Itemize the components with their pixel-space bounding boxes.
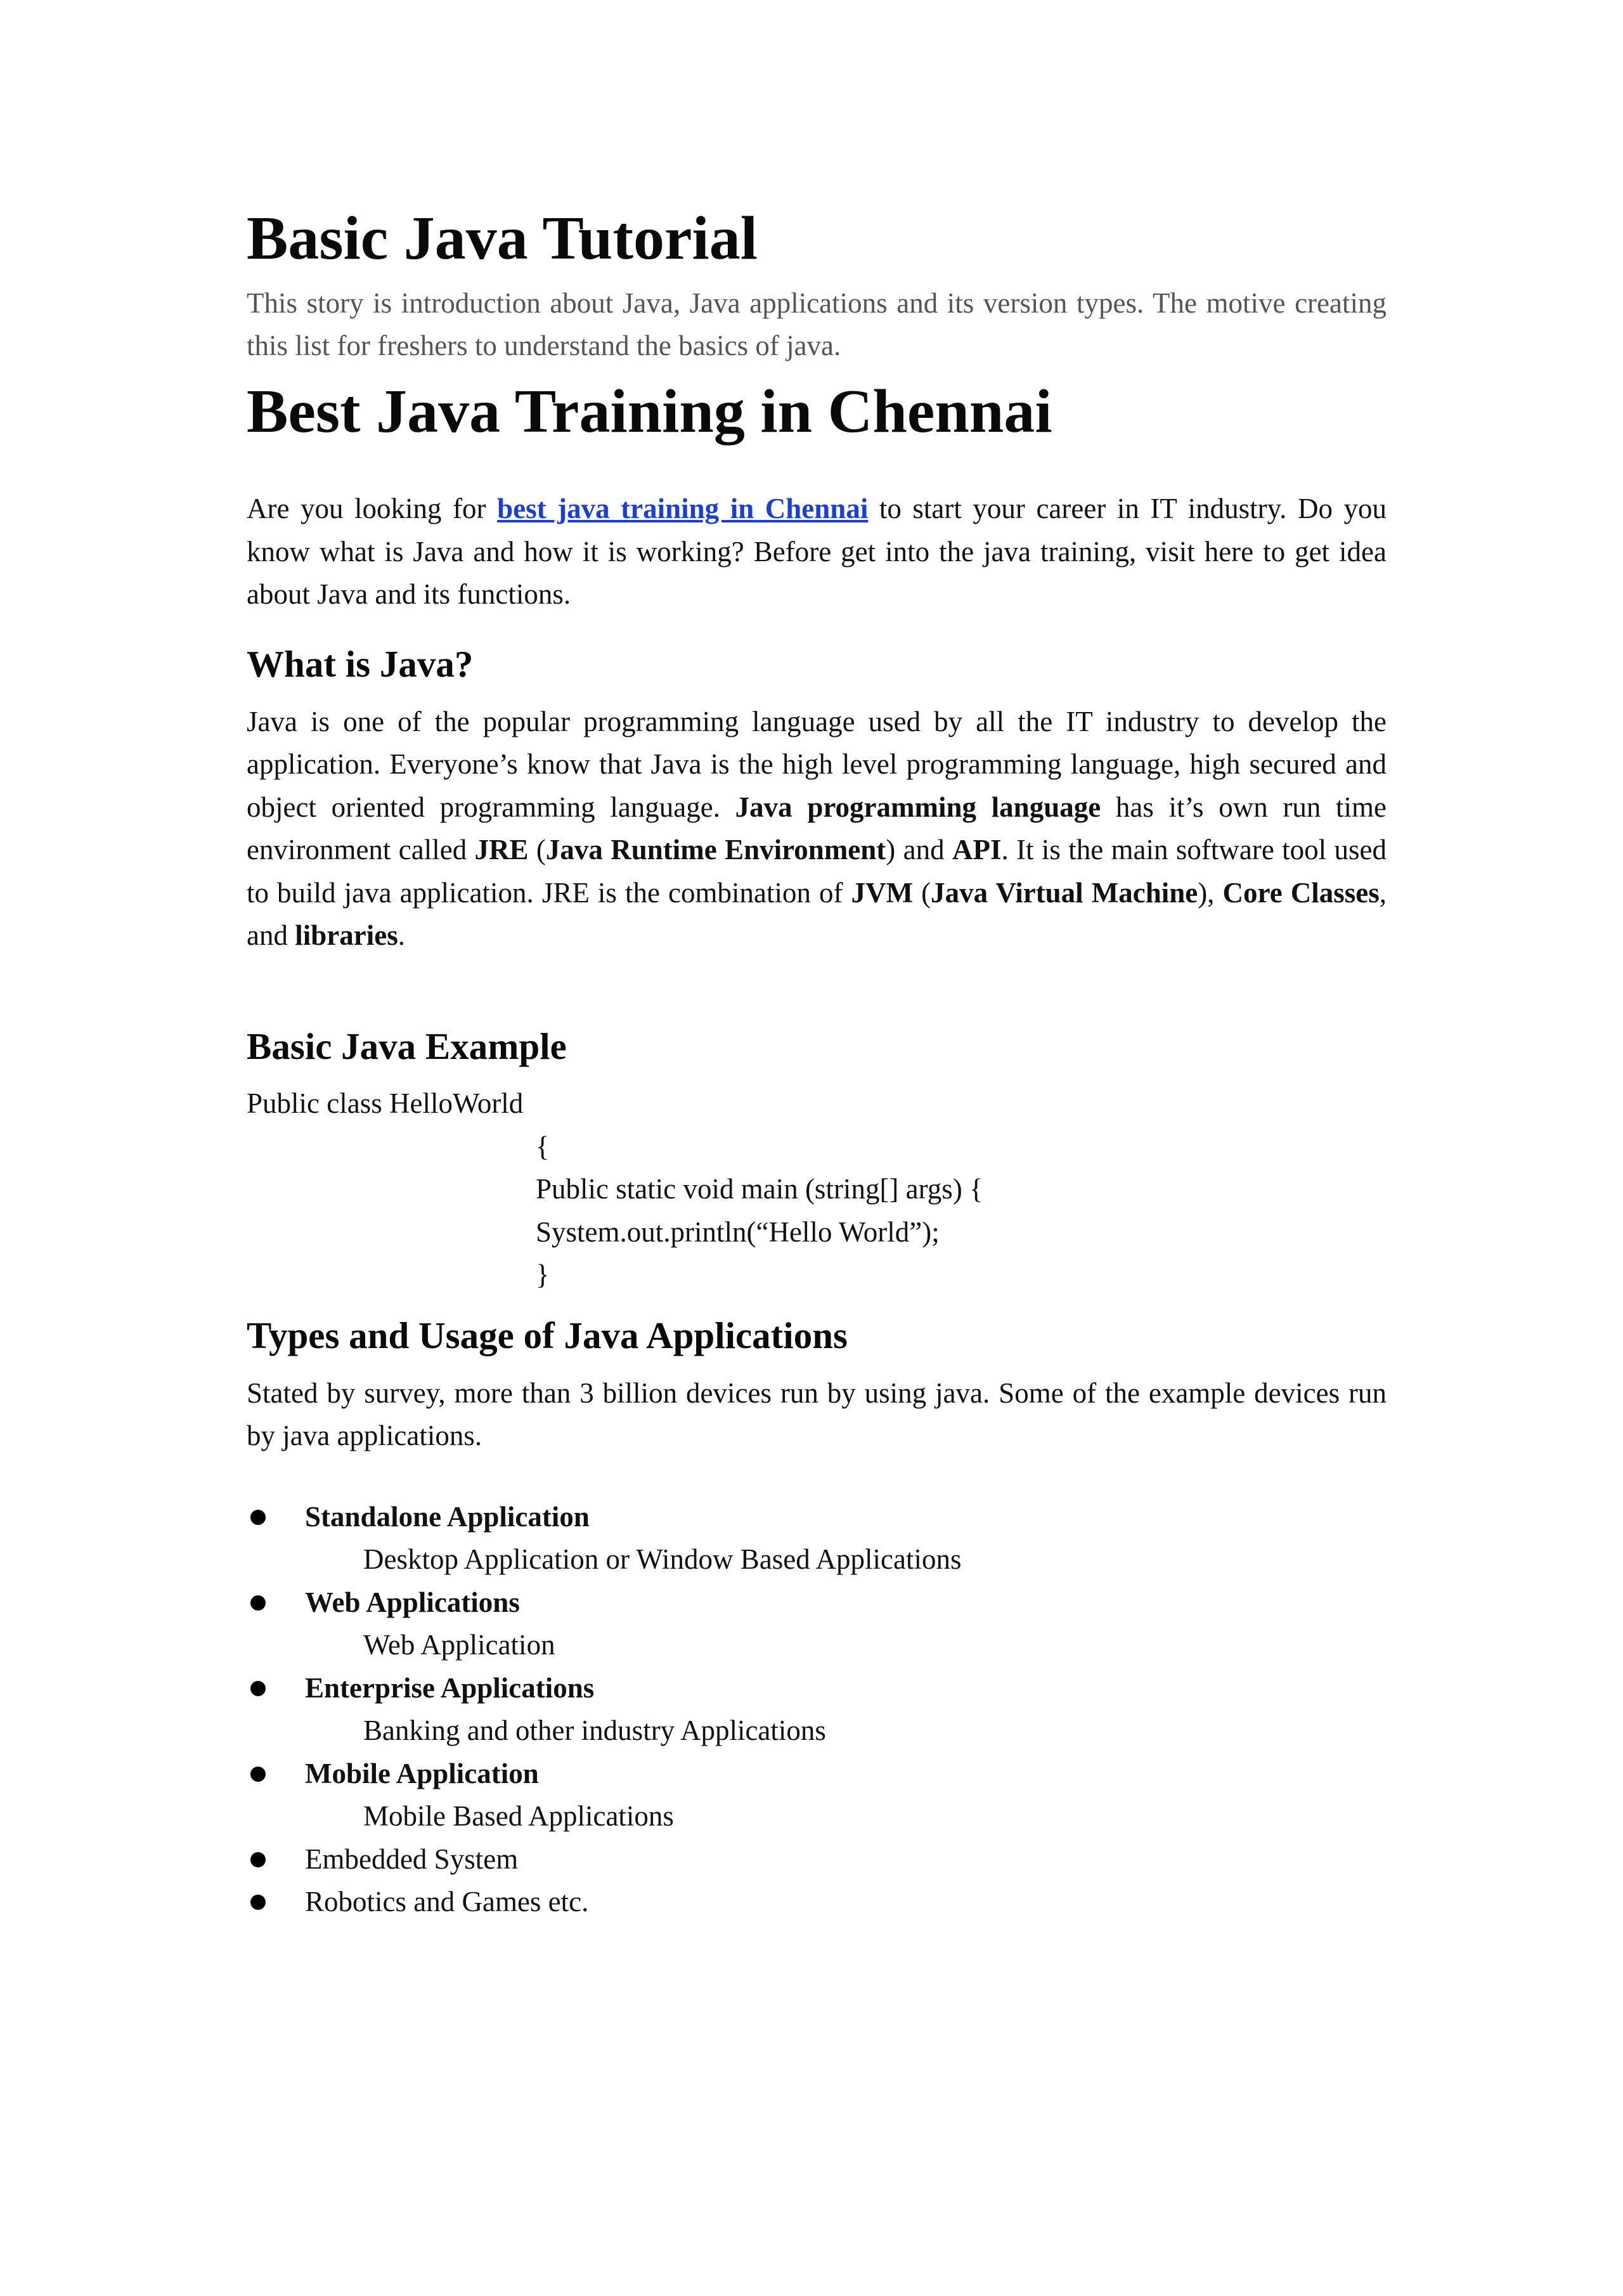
code-line: { — [536, 1130, 550, 1162]
paragraph-text: ( — [528, 834, 546, 866]
paragraph-text: has it’s own run time environment called — [247, 791, 1387, 866]
list-item-description: Mobile Based Applications — [363, 1800, 674, 1832]
list-item — [247, 1838, 1387, 1881]
list-item-description: Web Application — [363, 1629, 555, 1661]
list-item-description: Banking and other industry Applications — [363, 1715, 826, 1747]
paragraph-text: Java is one of the popular programming language used by all the IT industry to develop the application. Everyone’s know that Java is the high level programming language, high secured and object oriented programming language. — [247, 705, 1387, 823]
list-item-title: Robotics and Games etc. — [305, 1886, 589, 1918]
bold-term: API — [952, 834, 1002, 866]
document-page — [247, 203, 1387, 1924]
list-item — [247, 1881, 1387, 1924]
list-item — [247, 1496, 1387, 1581]
heading-basic-example: Basic Java Example — [247, 1025, 567, 1067]
heading-what-is-java: What is Java? — [247, 642, 474, 685]
types-intro-paragraph: Stated by survey, more than 3 billion devices run by using java. Some of the example devices run by java applications. — [247, 1377, 1387, 1452]
list-item-title: Enterprise Applications — [305, 1671, 595, 1704]
code-line: Public static void main (string[] args) { — [536, 1173, 983, 1205]
bold-term: JVM — [851, 876, 914, 909]
bullet-icon — [250, 1510, 266, 1525]
list-item-title: Mobile Application — [305, 1757, 539, 1789]
code-line: Public class HelloWorld — [247, 1087, 524, 1120]
paragraph-text: ) and — [886, 834, 952, 866]
bold-term: Java Virtual Machine — [931, 876, 1198, 909]
bold-term: Java programming language — [735, 791, 1101, 823]
paragraph-text: . — [398, 919, 405, 952]
intro-text-after: to start your career in IT industry. Do you know what is Java and how it is working? Before get into the java training, visit here to get idea about Java and its functions. — [247, 493, 1387, 611]
list-item-description: Desktop Application or Window Based Applications — [363, 1543, 962, 1576]
document-title: Basic Java Tutorial — [247, 204, 758, 273]
heading-types-usage: Types and Usage of Java Applications — [247, 1314, 848, 1356]
bullet-icon — [250, 1895, 266, 1910]
bold-term: JRE — [474, 834, 529, 866]
bullet-icon — [250, 1595, 266, 1611]
list-item — [247, 1581, 1387, 1667]
bold-term: Java Runtime Environment — [545, 834, 886, 866]
paragraph-text: ( — [913, 876, 931, 909]
heading-training: Best Java Training in Chennai — [247, 377, 1052, 446]
training-link[interactable]: best java training in Chennai — [497, 493, 869, 525]
paragraph-text: , and — [247, 876, 1387, 952]
code-example — [247, 1082, 1387, 1297]
bullet-icon — [250, 1852, 266, 1867]
list-item — [247, 1753, 1387, 1838]
list-item — [247, 1667, 1387, 1753]
applications-list — [247, 1496, 1387, 1924]
document-subtitle: This story is introduction about Java, Java applications and its version types. The motive creating this list for freshers to understand the basics of java. — [247, 287, 1387, 361]
bullet-icon — [250, 1767, 266, 1782]
list-item-title: Embedded System — [305, 1843, 519, 1875]
bold-term: libraries — [295, 919, 398, 952]
paragraph-text: . It is the main software tool used to build java application. JRE is the combination of — [247, 834, 1387, 909]
paragraph-text: ), — [1198, 876, 1223, 909]
code-line: System.out.println(“Hello World”); — [536, 1216, 940, 1248]
code-line: } — [536, 1259, 550, 1291]
list-item-title: Standalone Application — [305, 1500, 590, 1533]
intro-paragraph — [247, 488, 1387, 616]
what-is-java-paragraph — [247, 701, 1387, 957]
intro-text-before: Are you looking for — [247, 493, 498, 525]
bullet-icon — [250, 1681, 266, 1696]
list-item-title: Web Applications — [305, 1586, 520, 1618]
bold-term: Core Classes — [1222, 876, 1380, 909]
